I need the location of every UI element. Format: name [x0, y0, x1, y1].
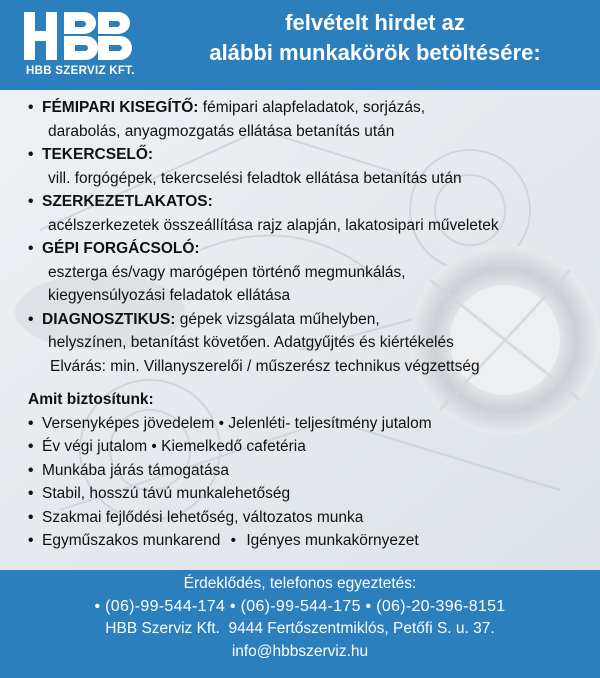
headline	[160, 8, 590, 68]
benefit-item: Kiemelkedő cafetéria	[161, 438, 306, 455]
job-item	[28, 96, 594, 143]
bullet-icon: •	[151, 438, 157, 455]
job-item	[28, 237, 594, 308]
bullet-icon: •	[365, 597, 372, 615]
benefit-row	[28, 459, 594, 483]
benefits-title: Amit biztosítunk:	[28, 391, 154, 408]
job-item	[28, 308, 594, 379]
job-title: SZERKEZETLAKATOS:	[42, 193, 213, 210]
bullet-icon: •	[28, 193, 34, 210]
bullet-icon: •	[28, 146, 34, 163]
benefit-item: Igényes munkakörnyezet	[246, 532, 419, 549]
benefit-row	[28, 506, 594, 530]
bullet-icon: •	[230, 532, 237, 549]
header-bar	[0, 0, 600, 90]
job-description: eszterga és/vagy marógépen történő megmunkálás,	[48, 263, 406, 281]
job-description: acélszerkezetek összeállítása rajz alapján, lakatosipari műveletek	[48, 216, 499, 234]
job-description: darabolás, anyagmozgatás ellátása betanítás után	[48, 122, 395, 140]
bullet-icon: •	[28, 240, 34, 257]
job-list	[28, 96, 594, 553]
job-item	[28, 143, 594, 190]
bullet-icon: •	[218, 414, 225, 432]
benefit-row	[28, 482, 594, 506]
job-item	[28, 190, 594, 237]
phone-list	[0, 596, 600, 619]
bullet-icon: •	[230, 597, 236, 615]
benefit-item: Szakmai fejlődési lehetőség, változatos munka	[42, 508, 364, 526]
job-requirement: Elvárás: min. Villanyszerelői / műszerész technikus végzettség	[50, 357, 480, 375]
bullet-icon: •	[28, 310, 34, 328]
job-title: TEKERCSELŐ:	[42, 146, 154, 163]
job-description: fémipari alapfeladatok, sorjázás,	[202, 99, 426, 116]
benefit-item: Munkába járás támogatása	[42, 461, 229, 479]
headline-line-2: alábbi munkakörök betöltésére:	[209, 40, 541, 65]
bullet-icon: •	[28, 438, 34, 455]
job-title: FÉMIPARI KISEGÍTŐ:	[42, 99, 199, 116]
email-link[interactable]: info@hbbszerviz.hu	[231, 642, 369, 660]
job-description: helyszínen, betanítást követően. Adatgyűjtés és kiértékelés	[48, 334, 454, 351]
job-description: vill. forgógépek, tekercselési feladtok ellátása betanítás után	[48, 169, 462, 187]
job-title: GÉPI FORGÁCSOLÓ:	[42, 240, 200, 257]
phone-number[interactable]: (06)-99-544-174	[105, 597, 226, 615]
headline-line-1: felvételt hirdet az	[285, 10, 465, 35]
company-short-name: HBB SZERVIZ KFT.	[26, 65, 135, 77]
bullet-icon: •	[28, 99, 34, 116]
benefit-item: Jelenléti- teljesítmény jutalom	[228, 414, 432, 432]
company-logo	[24, 10, 154, 82]
job-description: kiegyensúlyozási feladatok ellátása	[48, 287, 291, 304]
contact-label: Érdeklődés, telefonos egyeztetés:	[183, 575, 417, 592]
job-title: DIAGNOSZTIKUS:	[42, 310, 176, 328]
bullet-icon: •	[28, 485, 34, 502]
phone-number[interactable]: (06)-99-544-175	[240, 597, 361, 615]
benefit-row	[28, 435, 594, 459]
bullet-icon: •	[94, 597, 101, 615]
benefit-item: Stabil, hosszú távú munkalehetőség	[42, 485, 291, 502]
phone-number[interactable]: (06)-20-396-8151	[376, 597, 506, 615]
benefit-row	[28, 412, 594, 436]
bullet-icon: •	[28, 508, 34, 526]
benefit-row	[28, 529, 594, 553]
benefit-item: Év végi jutalom	[42, 438, 148, 455]
job-description: gépek vizsgálata műhelyben,	[179, 310, 380, 328]
hbb-logo-icon	[24, 10, 136, 62]
benefit-item: Versenyképes jövedelem	[42, 414, 215, 432]
bullet-icon: •	[28, 532, 34, 549]
bullet-icon: •	[28, 461, 34, 479]
benefit-item: Egyműszakos munkarend	[42, 532, 221, 549]
contact-footer	[0, 570, 600, 678]
company-address: HBB Szerviz Kft. 9444 Fertőszentmiklós, Petőfi S. u. 37.	[105, 620, 495, 637]
bullet-icon: •	[28, 414, 34, 432]
